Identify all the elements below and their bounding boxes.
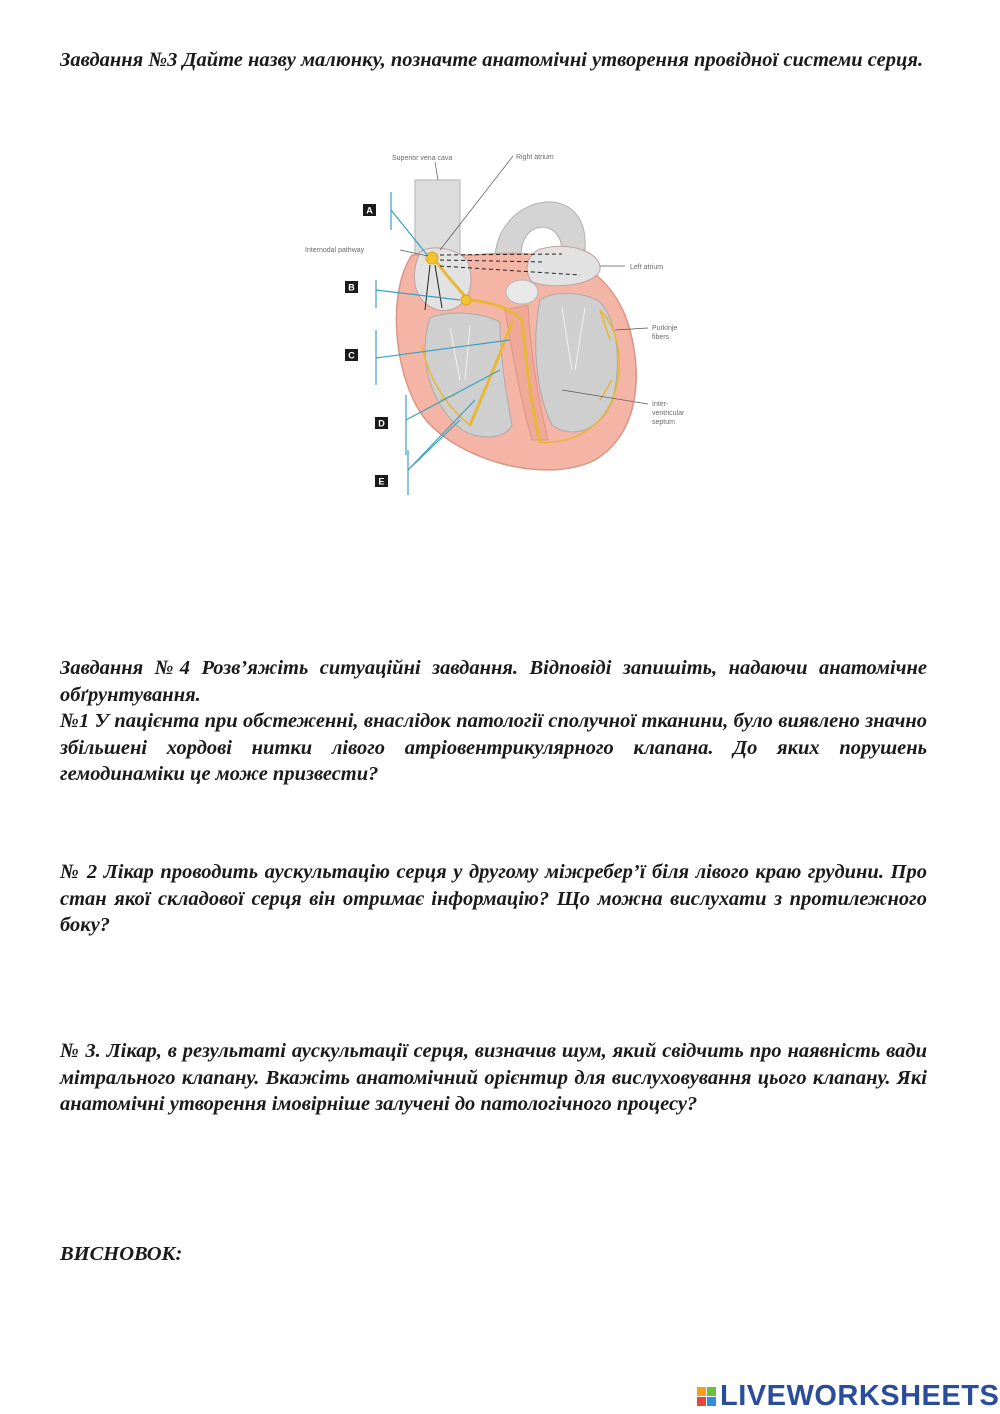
- marker-b-letter: B: [348, 282, 355, 293]
- logo-mark-icon: [697, 1387, 716, 1406]
- label-septum-line1: Inter-: [652, 401, 669, 408]
- logo-tile-1: [697, 1387, 706, 1396]
- logo-tile-4: [707, 1397, 716, 1406]
- task4-question-1: №1 У пацієнта при обстеженні, внаслідок патології сполучної тканини, було виявлено значно збільшені хордові нитки лівого атріовентрикулярного клапана. До яких порушень гемодинаміки це може призвести?: [60, 710, 927, 785]
- label-purkinje-fibers-line2: fibers: [652, 334, 670, 341]
- task4-heading: Завдання №4 Розв’яжіть ситуаційні завдання. Відповіді запишіть, надаючи анатомічне обґрунтування.: [60, 657, 927, 706]
- marker-a-letter: A: [366, 205, 373, 216]
- marker-e-letter: E: [378, 476, 385, 487]
- left-atrium-chamber: [527, 246, 600, 286]
- marker-e: [375, 475, 388, 487]
- liveworksheets-logo: [697, 1378, 999, 1414]
- marker-a: [363, 204, 376, 216]
- label-right-atrium: Right atrium: [516, 154, 554, 161]
- label-internodal-pathway: Internodal pathway: [305, 247, 365, 254]
- task4-question-2: № 2 Лікар проводить аускультацію серця у другому міжребер’ї біля лівого краю грудини. Про стан якої складової серця він отримає інформацію? Що можна вислухати з протилежного боку?: [60, 861, 927, 936]
- task3-heading: Завдання №3 Дайте назву малюнку, позначте анатомічні утворення провідної системи серця.: [60, 49, 924, 71]
- marker-b: [345, 281, 358, 293]
- label-superior-vena-cava: Superior vena cava: [392, 155, 453, 162]
- marker-c: [345, 349, 358, 361]
- task4-question-3: № 3. Лікар, в результаті аускультації серця, визначив шум, який свідчить про наявність вади мітрального клапану. Вкажіть анатомічний орієнтир для вислуховування цього клапану. Які анатомічні утворення імовірніше залучені до патологічного процесу?: [60, 1040, 927, 1115]
- heart-conduction-figure: [300, 140, 720, 500]
- heart-diagram: [300, 140, 720, 500]
- conclusion-label: ВИСНОВОК:: [60, 1243, 183, 1265]
- marker-c-letter: C: [348, 350, 355, 361]
- superior-vena-cava-shape: [415, 180, 460, 255]
- label-septum-line3: septum: [652, 419, 675, 426]
- marker-d: [375, 417, 388, 429]
- logo-tile-2: [707, 1387, 716, 1396]
- logo-tile-3: [697, 1397, 706, 1406]
- label-left-atrium: Left atrium: [630, 264, 664, 271]
- logo-wordmark: LIVEWORKSHEETS: [720, 1379, 1000, 1412]
- marker-d-letter: D: [378, 418, 385, 429]
- aortic-valve-shape: [506, 280, 538, 304]
- label-septum-line2: ventricular: [652, 410, 685, 417]
- label-purkinje-fibers-line1: Purkinje: [652, 325, 678, 332]
- av-node-shape: [461, 295, 471, 305]
- sa-node-shape: [426, 252, 438, 264]
